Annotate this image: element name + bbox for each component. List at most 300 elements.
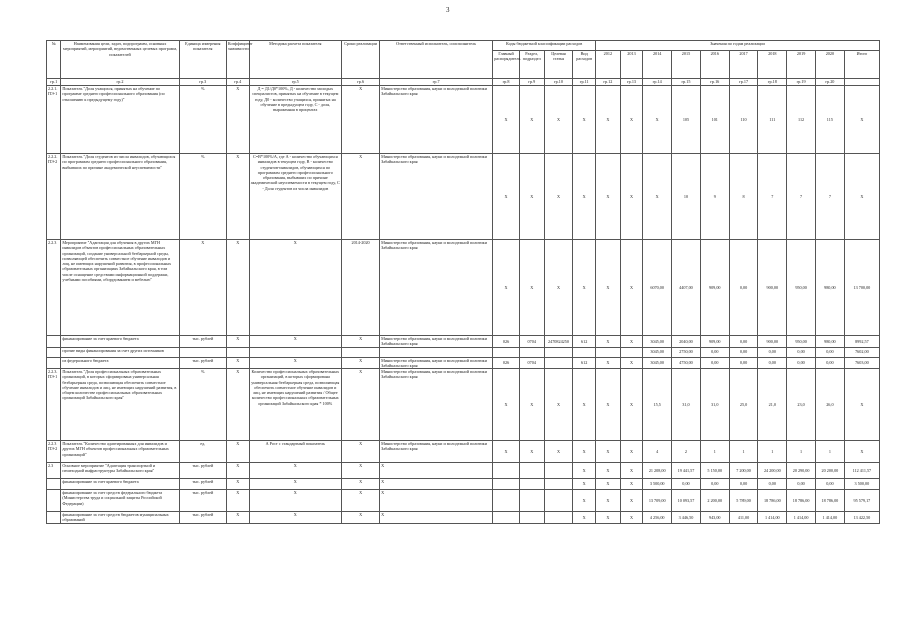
row-year-value: 3045,00 (643, 336, 672, 348)
row-year-value: 1 (758, 441, 787, 463)
row-total: 112 411,57 (844, 463, 879, 479)
row-budget-csr: X (544, 369, 573, 441)
row-budget-section (519, 479, 544, 490)
row-executor: Министерство образования, науки и молодежной политики Забайкальского края (380, 240, 493, 336)
row-year-value: 1 (815, 441, 844, 463)
row-method: X (249, 463, 342, 479)
header-year: 2016 (700, 51, 729, 79)
row-year-value: X (620, 463, 643, 479)
table-row (47, 347, 880, 357)
row-year-value: 900,00 (758, 336, 787, 348)
row-year-value: 3 500,00 (643, 479, 672, 490)
row-number (47, 512, 61, 524)
row-coef (226, 347, 249, 357)
row-budget-csr: X (544, 86, 573, 154)
row-unit: тыс. рублей (179, 512, 226, 524)
header-year: 2014 (643, 51, 672, 79)
row-total: 7602,00 (844, 347, 879, 357)
row-budget-admin (493, 512, 520, 524)
row-year-value: 3045,00 (643, 347, 672, 357)
row-period: X (342, 463, 380, 479)
row-year-value: 0,00 (729, 357, 758, 369)
row-budget-section (519, 463, 544, 479)
row-year-value: 0,00 (787, 357, 816, 369)
row-executor: Министерство образования, науки и молодежной политики Забайкальского края (380, 357, 493, 369)
row-year-value: 1 414,00 (787, 512, 816, 524)
row-year-value: 943,00 (700, 512, 729, 524)
row-coef: X (226, 336, 249, 348)
row-year-value: 8 (729, 154, 758, 240)
row-year-value: X (620, 86, 643, 154)
row-year-value: 26,0 (815, 369, 844, 441)
row-total: 8992,57 (844, 336, 879, 348)
row-year-value: X (596, 240, 621, 336)
row-year-value: 7 (787, 154, 816, 240)
header-coef: Коэффициент значимости (226, 41, 249, 79)
row-unit: % (179, 86, 226, 154)
row-year-value: 7 200,00 (729, 463, 758, 479)
row-name: Основное мероприятие "Адаптация транспортной и пешеходной инфраструктуры Забайкальского края" (61, 463, 179, 479)
row-year-value: 112 (787, 86, 816, 154)
row-period: X (342, 512, 380, 524)
col-number: гр.19 (787, 79, 816, 86)
row-budget-csr (544, 463, 573, 479)
row-name: Показатель "Доля студентов из числа инвалидов, обучающихся по программам среднего профессионального образования, выбывших по причине академической неуспеваемости" (61, 154, 179, 240)
row-executor: Министерство образования, науки и молодежной политики Забайкальского края (380, 369, 493, 441)
col-number: гр.11 (573, 79, 596, 86)
column-number-row (47, 79, 880, 86)
header-budget-vr: Вид расходов (573, 51, 596, 79)
row-year-value: 0,00 (729, 240, 758, 336)
row-period: 2014-2020 (342, 240, 380, 336)
row-unit: тыс. рублей (179, 490, 226, 512)
row-year-value: 18 786,00 (787, 490, 816, 512)
row-year-value (620, 347, 643, 357)
table-row (47, 154, 880, 240)
row-total: 13 700,00 (844, 240, 879, 336)
row-year-value: 0,00 (815, 479, 844, 490)
row-budget-section (519, 490, 544, 512)
row-budget-vr: X (573, 240, 596, 336)
row-number (47, 490, 61, 512)
row-total: X (844, 86, 879, 154)
row-number: 2.2.3 ПЭ-2 (47, 441, 61, 463)
col-number: гр.15 (672, 79, 701, 86)
col-number: гр.20 (815, 79, 844, 86)
row-year-value: 0,00 (787, 347, 816, 357)
row-number: 2.2.3 (47, 240, 61, 336)
row-budget-section: X (519, 369, 544, 441)
row-executor: X (380, 490, 493, 512)
row-year-value: 7 (758, 154, 787, 240)
row-year-value: 980,00 (815, 240, 844, 336)
header-period: Сроки реализации (342, 41, 380, 79)
table-row (47, 463, 880, 479)
row-year-value: X (596, 441, 621, 463)
row-period: X (342, 86, 380, 154)
row-year-value: X (596, 512, 621, 524)
row-budget-admin: X (493, 154, 520, 240)
header-budget-admin: Главный распорядитель (493, 51, 520, 79)
row-total: 13 422,50 (844, 512, 879, 524)
row-year-value: 0,00 (672, 479, 701, 490)
row-year-value: 980,00 (815, 336, 844, 348)
row-budget-admin: 026 (493, 336, 520, 348)
row-year-value: 7 (815, 154, 844, 240)
row-budget-vr: X (573, 441, 596, 463)
row-budget-admin (493, 347, 520, 357)
row-budget-csr: X (544, 441, 573, 463)
row-budget-admin (493, 463, 520, 479)
row-budget-section: 0704 (519, 336, 544, 348)
row-year-value: 21,0 (758, 369, 787, 441)
header-year: 2012 (596, 51, 621, 79)
row-method: X (249, 336, 342, 348)
header-budget-group: Коды бюджетной классификации расходов (493, 41, 596, 51)
row-budget-csr (544, 490, 573, 512)
row-executor: X (380, 479, 493, 490)
row-year-value: 25,0 (729, 369, 758, 441)
row-number: 2.2.1. ПЭ-1 (47, 86, 61, 154)
col-number: гр.13 (620, 79, 643, 86)
row-unit: тыс. рублей (179, 357, 226, 369)
row-budget-csr: X (544, 240, 573, 336)
row-year-value: X (620, 490, 643, 512)
row-year-value: X (620, 336, 643, 348)
row-method: Д = Д1/Д0*100%, Д - количество молодых специалистов, принятых на обучение в текущем году, Д0 - количество учащихся, принятых на обучение в предыдущем году, С - доля, выраженная в процентах (249, 86, 342, 154)
row-method: С=В*100%/А, где А - количество обучающихся инвалидов в текущем году, В - количество студентов-инвалидов, обучающихся по программам среднего профессионального образования, выбывших по причине академической неуспеваемости в текущем году, С - Доля студентов из числа инвалидов (249, 154, 342, 240)
row-executor: Министерство образования, науки и молодежной политики Забайкальского края (380, 441, 493, 463)
row-budget-admin (493, 479, 520, 490)
row-budget-vr: X (573, 479, 596, 490)
row-year-value: 110 (729, 86, 758, 154)
row-year-value: 4750,00 (672, 357, 701, 369)
row-budget-csr: X (544, 154, 573, 240)
header-year: 2017 (729, 51, 758, 79)
row-budget-admin: 026 (493, 357, 520, 369)
row-period: X (342, 154, 380, 240)
row-total: X (844, 154, 879, 240)
row-budget-csr (544, 357, 573, 369)
row-budget-section: X (519, 240, 544, 336)
row-year-value: X (620, 154, 643, 240)
row-period: X (342, 490, 380, 512)
row-period: X (342, 369, 380, 441)
col-number: гр.16 (700, 79, 729, 86)
row-year-value: 0,00 (700, 357, 729, 369)
row-method (249, 347, 342, 357)
row-total: 7603,00 (844, 357, 879, 369)
header-method: Методика расчета показателя (249, 41, 342, 79)
row-unit: тыс. рублей (179, 463, 226, 479)
row-number: 2.2.2. ПЭ-2 (47, 154, 61, 240)
row-year-value: 31,0 (672, 369, 701, 441)
row-coef: X (226, 490, 249, 512)
row-year-value: X (643, 154, 672, 240)
row-year-value: 105 (672, 86, 701, 154)
row-method: X (249, 479, 342, 490)
row-budget-csr (544, 347, 573, 357)
row-year-value: 2 (672, 441, 701, 463)
row-year-value: 15,5 (643, 369, 672, 441)
row-budget-vr (573, 347, 596, 357)
header-year: 2015 (672, 51, 701, 79)
row-number (47, 479, 61, 490)
row-year-value: 20 290,00 (787, 463, 816, 479)
row-executor: X (380, 463, 493, 479)
col-number: гр.9 (519, 79, 544, 86)
row-budget-csr: 2470824250 (544, 336, 573, 348)
row-year-value: 1 (729, 441, 758, 463)
row-unit: % (179, 154, 226, 240)
row-year-value (596, 347, 621, 357)
row-name: прочие виды финансирования за счет других источников (61, 347, 179, 357)
row-year-value: 20 200,00 (815, 463, 844, 479)
header-total: Итого (844, 51, 879, 79)
row-year-value: 6070,00 (643, 240, 672, 336)
row-year-value: 0,00 (700, 347, 729, 357)
row-budget-vr: X (573, 369, 596, 441)
row-year-value: X (596, 154, 621, 240)
row-year-value: X (596, 490, 621, 512)
row-unit: ед. (179, 441, 226, 463)
row-budget-admin: X (493, 86, 520, 154)
row-period: X (342, 357, 380, 369)
row-budget-vr: X (573, 512, 596, 524)
col-number: гр.3 (179, 79, 226, 86)
row-name: Показатель "Доля профессиональных образовательных организаций, в которых сформирована универсальная безбарьерная среда, позволяющая обеспечить совместное обучение инвалидов и лиц, не имеющих нарушений развития, в общем количестве профессиональных образовательных организаций Забайкальского края" (61, 369, 179, 441)
row-number (47, 357, 61, 369)
row-year-value: 10 093,57 (672, 490, 701, 512)
row-year-value: X (596, 86, 621, 154)
col-number: гр.5 (249, 79, 342, 86)
row-year-value: 13 709,00 (643, 490, 672, 512)
row-year-value: 0,00 (758, 347, 787, 357)
row-year-value: 19 441,57 (672, 463, 701, 479)
row-year-value: 900,00 (758, 240, 787, 336)
row-budget-section (519, 347, 544, 357)
row-year-value: 411,00 (729, 512, 758, 524)
header-goal: Наименования цели, задач, подпрограмм, основных мероприятий, мероприятий, ведомственных целевых программ, показателей (61, 41, 179, 79)
row-year-value: 18 786,00 (758, 490, 787, 512)
row-year-value: 18 786,00 (815, 490, 844, 512)
row-coef: X (226, 463, 249, 479)
row-coef: X (226, 369, 249, 441)
row-year-value: 1 (787, 441, 816, 463)
header-year: 2020 (815, 51, 844, 79)
header-year: 2013 (620, 51, 643, 79)
header-year: 2018 (758, 51, 787, 79)
row-year-value: 111 (758, 86, 787, 154)
row-method: А Рост с стандартный показатель (249, 441, 342, 463)
row-year-value: 10 (672, 154, 701, 240)
row-year-value: 0,00 (729, 479, 758, 490)
row-name: Показатель "Доля учащихся, принятых на обучение по программе среднего профессионального образования (по отношению к предыдущему году)" (61, 86, 179, 154)
row-budget-admin: X (493, 369, 520, 441)
row-total: 3 500,00 (844, 479, 879, 490)
row-year-value: 0,00 (729, 336, 758, 348)
row-year-value: 101 (700, 86, 729, 154)
row-budget-csr (544, 512, 573, 524)
row-budget-section (519, 512, 544, 524)
row-number (47, 336, 61, 348)
page-number: 3 (446, 6, 450, 14)
row-year-value: 24 200,00 (758, 463, 787, 479)
row-executor: X (380, 512, 493, 524)
program-table (46, 40, 880, 524)
row-year-value: 0,00 (815, 347, 844, 357)
row-method: X (249, 240, 342, 336)
row-budget-section: X (519, 86, 544, 154)
row-year-value: X (596, 336, 621, 348)
table-row (47, 441, 880, 463)
row-year-value: 0,00 (815, 357, 844, 369)
row-period (342, 347, 380, 357)
row-method: Количество профессиональных образовательных организаций, в которых сформирована универсальная безбарьерная среда, позволяющая обеспечить совместное обучение инвалидов и лиц, не имеющих нарушений развития / Общее количество профессиональных образовательных организаций Забайкальского края * 100% (249, 369, 342, 441)
col-number: гр.1 (47, 79, 61, 86)
table-row (47, 512, 880, 524)
table-row (47, 86, 880, 154)
row-total: 95 579,17 (844, 490, 879, 512)
row-coef: X (226, 154, 249, 240)
row-name: из федерального бюджета (61, 357, 179, 369)
row-year-value: X (620, 357, 643, 369)
row-coef: X (226, 240, 249, 336)
row-name: Показатель "Количество адаптированных для инвалидов и других МГН объектов профессиональных образовательных организаций" (61, 441, 179, 463)
header-budget-csr: Целевая статья (544, 51, 573, 79)
col-number: гр.4 (226, 79, 249, 86)
row-year-value: 1 414,00 (815, 512, 844, 524)
row-year-value: X (643, 86, 672, 154)
col-number: гр.7 (380, 79, 493, 86)
row-name: Мероприятие "Адаптация для обучения в других МГН инвалидов объектов профессиональных образовательных организаций, создание универсальной безбарьерной среды, позволяющей обеспечить совместное обучение инвалидов и лиц, не имеющих нарушений развития, в профессиональных образовательных организациях Забайкальского края, в том числе оснащение средствами информационной поддержки, учебными пособиями, оборудованием и мебелью" (61, 240, 179, 336)
row-year-value: X (620, 479, 643, 490)
row-year-value: 5 150,00 (700, 463, 729, 479)
row-unit (179, 347, 226, 357)
row-year-value: X (596, 479, 621, 490)
row-year-value: 2040,00 (672, 336, 701, 348)
row-budget-admin (493, 490, 520, 512)
row-year-value: 3 446,50 (672, 512, 701, 524)
row-budget-vr: X (573, 463, 596, 479)
row-budget-section: 0704 (519, 357, 544, 369)
row-period: X (342, 479, 380, 490)
row-year-value: 2 200,00 (700, 490, 729, 512)
row-year-value: 9 (700, 154, 729, 240)
row-unit: тыс. рублей (179, 479, 226, 490)
col-number: гр.10 (544, 79, 573, 86)
row-budget-vr: 612 (573, 357, 596, 369)
row-unit: тыс. рублей (179, 336, 226, 348)
row-number (47, 347, 61, 357)
row-year-value: 0,00 (729, 347, 758, 357)
table-row (47, 357, 880, 369)
row-coef: X (226, 512, 249, 524)
row-total: X (844, 369, 879, 441)
col-number: гр.6 (342, 79, 380, 86)
row-number: 2.2.3. ПЭ-1 (47, 369, 61, 441)
row-unit: % (179, 369, 226, 441)
row-name: финансирование за счет средств бюджетов муниципальных образований (61, 512, 179, 524)
row-coef: X (226, 479, 249, 490)
row-executor: Министерство образования, науки и молодежной политики Забайкальского края (380, 336, 493, 348)
row-year-value: 115 (815, 86, 844, 154)
table-row (47, 490, 880, 512)
header-year: 2019 (787, 51, 816, 79)
row-total: X (844, 441, 879, 463)
row-year-value: 0,00 (700, 479, 729, 490)
row-name: финансирование за счет краевого бюджета (61, 479, 179, 490)
row-year-value: 909,00 (700, 336, 729, 348)
row-year-value: 950,00 (787, 336, 816, 348)
row-period: X (342, 441, 380, 463)
row-year-value: 3045,00 (643, 357, 672, 369)
row-year-value: 1 414,00 (758, 512, 787, 524)
row-year-value: 31,0 (700, 369, 729, 441)
table-row (47, 369, 880, 441)
row-budget-admin: X (493, 441, 520, 463)
header-values-group: Значения по годам реализации (596, 41, 880, 51)
row-year-value: 4407,00 (672, 240, 701, 336)
row-executor: Министерство образования, науки и молодежной политики Забайкальского края (380, 154, 493, 240)
row-method: X (249, 512, 342, 524)
row-year-value: 4 256,00 (643, 512, 672, 524)
row-number: 2.3 (47, 463, 61, 479)
table-row (47, 479, 880, 490)
row-name: финансирование за счет краевого бюджета (61, 336, 179, 348)
col-number: гр.12 (596, 79, 621, 86)
row-coef: X (226, 86, 249, 154)
row-name: финансирование за счет средств федерального бюджета (Министерства труда и социальной защиты Российской Федерации) (61, 490, 179, 512)
row-year-value: 4 (643, 441, 672, 463)
row-method: X (249, 490, 342, 512)
col-number: гр.18 (758, 79, 787, 86)
row-budget-vr: X (573, 154, 596, 240)
header-budget-section: Раздел, подраздел (519, 51, 544, 79)
row-year-value: 2750,00 (672, 347, 701, 357)
row-year-value: X (620, 240, 643, 336)
row-year-value: X (620, 512, 643, 524)
table-row (47, 240, 880, 336)
row-budget-vr: 612 (573, 336, 596, 348)
row-year-value: X (596, 369, 621, 441)
col-number: гр.8 (493, 79, 520, 86)
row-year-value: 23,0 (787, 369, 816, 441)
row-year-value: 909,00 (700, 240, 729, 336)
row-budget-admin: X (493, 240, 520, 336)
row-coef: X (226, 441, 249, 463)
row-year-value: 0,00 (787, 479, 816, 490)
header-num: № (47, 41, 61, 79)
row-year-value: 0,00 (758, 479, 787, 490)
table-row (47, 336, 880, 348)
row-budget-section: X (519, 154, 544, 240)
table-body (47, 86, 880, 524)
row-year-value: 1 (700, 441, 729, 463)
row-year-value: X (620, 441, 643, 463)
header-executor: Ответственный исполнитель, соисполнитель (380, 41, 493, 79)
row-budget-vr: X (573, 86, 596, 154)
row-coef: X (226, 357, 249, 369)
row-budget-csr (544, 479, 573, 490)
row-budget-vr: X (573, 490, 596, 512)
row-year-value: 5 789,00 (729, 490, 758, 512)
col-number: гр.14 (643, 79, 672, 86)
col-number: гр.2 (61, 79, 179, 86)
col-number: гр.17 (729, 79, 758, 86)
row-executor (380, 347, 493, 357)
row-year-value: 21 208,00 (643, 463, 672, 479)
